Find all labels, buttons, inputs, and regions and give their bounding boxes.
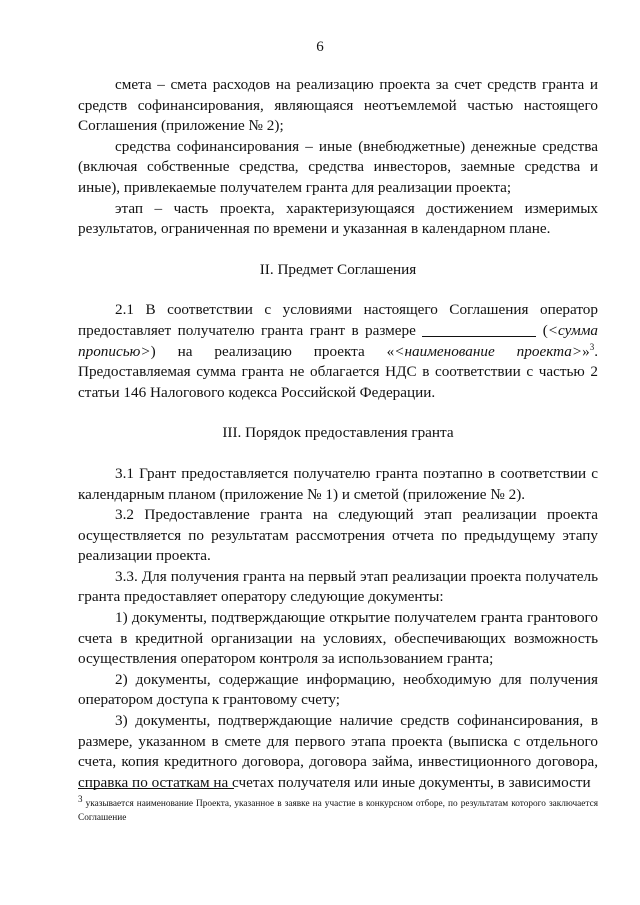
definition-paragraph: смета – смета расходов на реализацию проекта за счет средств гранта и средств софинансирования, являющаяся неотъемлемой частью настоящего Соглашения (приложение № 2); — [78, 76, 598, 135]
paragraph-text: . Предоставляемая сумма гранта не облагается НДС в соответствии с частью 2 статьи 146 Налогового кодекса Российской Федерации. — [78, 342, 598, 401]
list-item: 2) документы, содержащие информацию, необходимую для получения оператором доступа к грантовому счету; — [78, 670, 598, 709]
footnote — [78, 793, 598, 825]
placeholder-text: <наименование проекта> — [394, 342, 583, 360]
list-item: 3) документы, подтверждающие наличие средств софинансирования, в размере, указанном в смете для первого этапа проекта (выписка с отдельного счета, копия кредитного договора, договора займа, инвестиционного договора, справка по остаткам на счетах получателя или иные документы, в зависимости — [78, 712, 598, 791]
document-body — [78, 75, 598, 793]
paragraph-text: ) на реализацию проекта « — [150, 342, 395, 360]
section-heading: II. Предмет Соглашения — [259, 260, 417, 278]
paragraph-text: 2.1 В соответствии с условиями настоящего Соглашения оператор предоставляет получателю гранта грант в размере — [78, 301, 598, 339]
amount-blank-line — [422, 322, 536, 337]
definition-paragraph: средства софинансирования – иные (внебюджетные) денежные средства (включая собственные средства, средства инвесторов, заемные средства и иные), привлекаемые получателем гранта для реализации проекта; — [78, 137, 598, 196]
paragraph-text: ( — [536, 321, 548, 339]
paragraph-text: » — [582, 342, 590, 360]
footnote-reference: 3 — [589, 341, 595, 352]
section-heading: III. Порядок предоставления гранта — [222, 424, 454, 442]
page-number: 6 — [316, 39, 324, 55]
section-paragraph — [78, 300, 598, 403]
definition-paragraph: этап – часть проекта, характеризующаяся достижением измеримых результатов, ограниченная по времени и указанная в календарном плане. — [78, 199, 598, 238]
placeholder-text: <сумма прописью> — [78, 321, 598, 360]
footnote-text: указывается наименование Проекта, указанное в заявке на участие в конкурсном отборе, по результатам которого заключается Соглашение — [78, 799, 598, 823]
section-paragraph: 3.1 Грант предоставляется получателю гранта поэтапно в соответствии с календарным планом (приложение № 1) и сметой (приложение № 2). — [78, 464, 598, 503]
footnote-divider — [78, 788, 234, 789]
section-paragraph: 3.2 Предоставление гранта на следующий этап реализации проекта осуществляется по результатам рассмотрения отчета по предыдущему этапу реализации проекта. — [78, 506, 598, 565]
footnote-marker: 3 — [78, 793, 83, 804]
list-item: 1) документы, подтверждающие открытие получателем гранта грантового счета в кредитной организации на условиях, обеспечивающих возможность осуществления оператором контроля за использованием гранта; — [78, 609, 598, 668]
section-paragraph: 3.3. Для получения гранта на первый этап реализации проекта получатель гранта предоставляет оператору следующие документы: — [78, 567, 598, 606]
